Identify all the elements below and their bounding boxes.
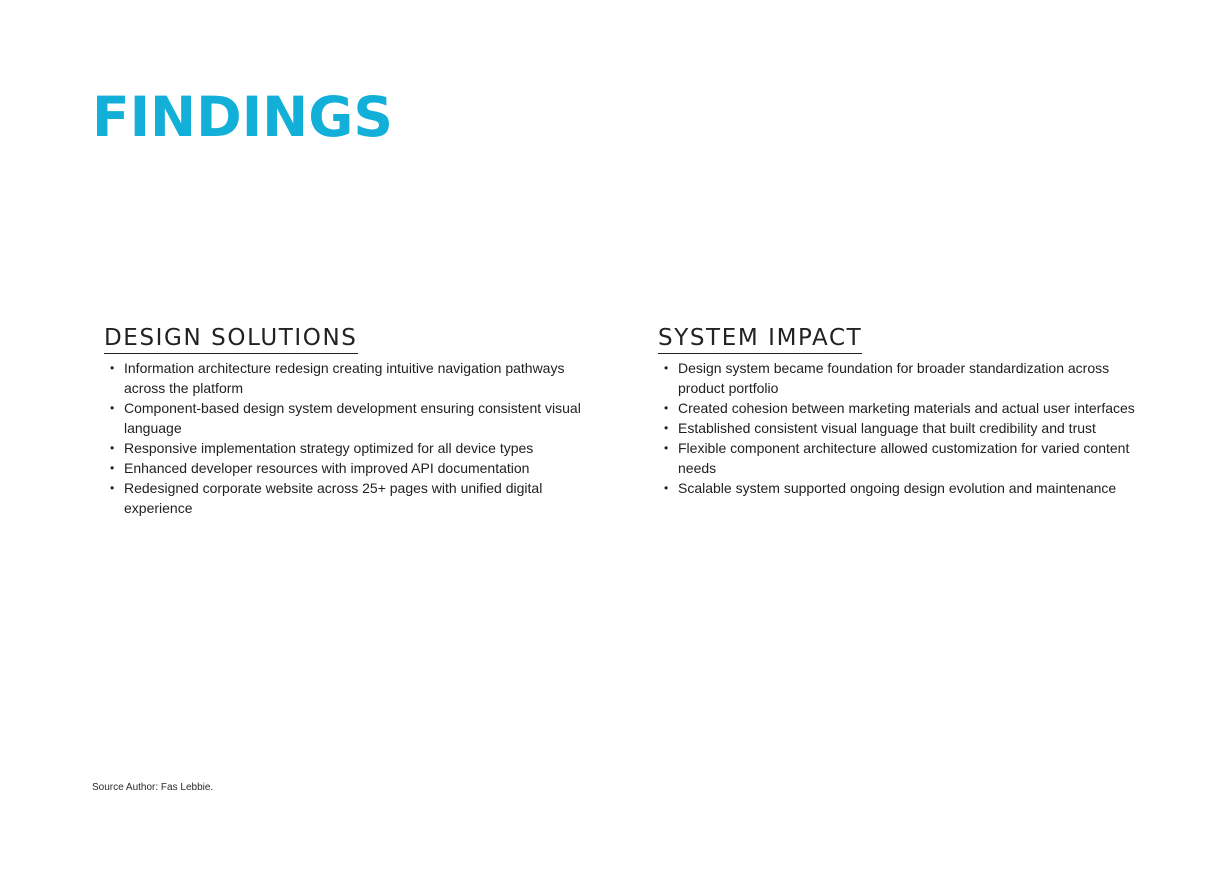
page-title: FINDINGS (92, 85, 393, 149)
bullet-icon: • (110, 401, 115, 415)
list-item-text: Redesigned corporate website across 25+ pages with unified digital experience (124, 480, 543, 516)
list-item-text: Design system became foundation for broader standardization across product portfolio (678, 360, 1110, 396)
bullet-icon: • (664, 421, 669, 435)
list-item-text: Created cohesion between marketing materials and actual user interfaces (678, 400, 1135, 416)
list-item-text: Information architecture redesign creating intuitive navigation pathways across the platform (124, 360, 565, 396)
list-item-text: Responsive implementation strategy optimized for all device types (124, 440, 534, 456)
section-heading: DESIGN SOLUTIONS (104, 323, 358, 354)
bullet-icon: • (110, 441, 115, 455)
list-item-text: Enhanced developer resources with improved API documentation (124, 460, 530, 476)
list-item-text: Established consistent visual language that built credibility and trust (678, 420, 1096, 436)
bullet-icon: • (110, 481, 115, 495)
bullet-icon: • (110, 361, 115, 375)
list-item (104, 478, 604, 518)
bullet-icon: • (664, 441, 669, 455)
bullet-icon: • (664, 401, 669, 415)
list-item-text: Flexible component architecture allowed customization for varied content needs (678, 440, 1130, 476)
list-item-text: Component-based design system development ensuring consistent visual language (124, 400, 581, 436)
list-item (658, 478, 1158, 498)
bullet-icon: • (664, 361, 669, 375)
list-item (658, 358, 1158, 398)
list-item (104, 358, 604, 398)
list-item (658, 398, 1158, 418)
list-item-text: Scalable system supported ongoing design evolution and maintenance (678, 480, 1117, 496)
source-note: Source Author: Fas Lebbie. (92, 782, 214, 793)
list-item (104, 458, 604, 478)
bullet-list (104, 358, 604, 518)
system-impact-section (658, 323, 1158, 498)
list-item (104, 438, 604, 458)
bullet-icon: • (110, 461, 115, 475)
list-item (658, 438, 1158, 478)
bullet-list (658, 358, 1158, 498)
section-heading: SYSTEM IMPACT (658, 323, 862, 354)
bullet-icon: • (664, 481, 669, 495)
list-item (658, 418, 1158, 438)
list-item (104, 398, 604, 438)
design-solutions-section (104, 323, 604, 518)
